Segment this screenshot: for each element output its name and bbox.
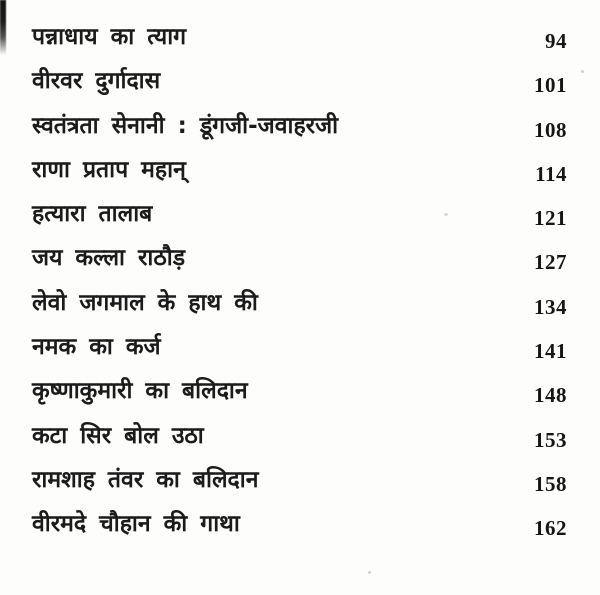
chapter-page-number: 114 (535, 161, 567, 186)
chapter-title: लेवो जगमाल के हाथ की (32, 289, 258, 316)
toc-entry (32, 68, 567, 112)
chapter-page-number: 158 (534, 471, 567, 496)
chapter-title: हत्यारा तालाब (32, 201, 153, 228)
chapter-page-number: 94 (545, 29, 567, 53)
chapter-title: रामशाह तंवर का बलिदान (32, 466, 259, 493)
chapter-page-number: 162 (534, 516, 567, 541)
toc-entry (32, 378, 567, 422)
table-of-contents (32, 24, 567, 556)
scan-speck (368, 571, 371, 574)
chapter-page-number: 127 (534, 250, 567, 275)
chapter-page-number: 121 (534, 206, 567, 231)
toc-entry (32, 24, 567, 68)
toc-entry (32, 201, 567, 245)
chapter-title: नमक का कर्ज (32, 334, 161, 361)
chapter-page-number: 134 (534, 294, 567, 319)
toc-entry (32, 467, 567, 511)
chapter-page-number: 108 (534, 117, 567, 142)
chapter-title: वीरवर दुर्गादास (32, 68, 161, 95)
chapter-page-number: 148 (534, 383, 567, 408)
toc-entry (32, 245, 567, 289)
toc-entry (32, 113, 567, 157)
toc-entry (32, 423, 567, 467)
chapter-title: जय कल्ला राठौड़ (32, 245, 185, 272)
chapter-page-number: 141 (534, 339, 567, 364)
chapter-title: राणा प्रताप महान् (32, 156, 186, 183)
chapter-title: कटा सिर बोल उठा (32, 422, 204, 449)
chapter-page-number: 153 (534, 427, 567, 452)
scan-edge-smudge (0, 0, 6, 55)
toc-entry (32, 511, 567, 555)
chapter-title: स्वतंत्रता सेनानी : डूंगजी-जवाहरजी (32, 112, 339, 139)
toc-entry (32, 334, 567, 378)
toc-entry (32, 290, 567, 334)
scan-speck (581, 70, 584, 73)
chapter-title: वीरमदे चौहान की गाथा (32, 511, 240, 538)
chapter-page-number: 101 (534, 73, 567, 98)
chapter-title: कृष्णाकुमारी का बलिदान (32, 378, 248, 405)
chapter-title: पन्नाधाय का त्याग (32, 24, 187, 50)
toc-entry (32, 157, 567, 201)
